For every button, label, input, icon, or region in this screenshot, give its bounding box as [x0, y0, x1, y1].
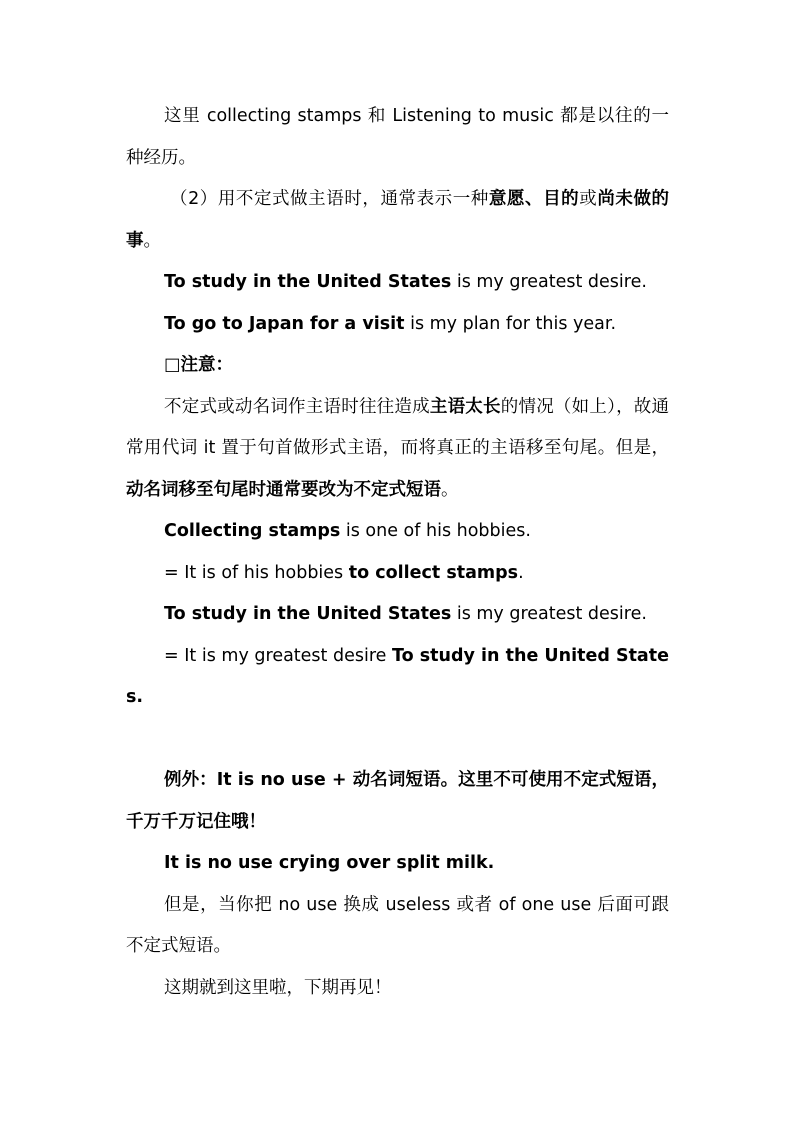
note-heading	[126, 345, 669, 387]
paragraph-gerund-experience	[126, 96, 669, 179]
bold-text: To study in the United States	[164, 604, 452, 624]
text: 。	[143, 230, 161, 251]
example-sentence	[126, 594, 669, 636]
blank-line	[126, 719, 669, 761]
bold-text: 主语太长	[429, 396, 501, 417]
example-sentence	[126, 553, 669, 595]
bold-text: □注意：	[164, 355, 234, 375]
example-sentence	[126, 511, 669, 553]
closing-line	[126, 968, 669, 1010]
text: 的情况（如上），故通常用代词 it 置于句首做形式主语，而将真正的主语移至句尾。但是，	[126, 396, 670, 458]
example-sentence	[126, 304, 669, 346]
text: 或	[579, 189, 598, 209]
text: 但是，当你把 no use 换成 useless 或者 of one use 后面可跟不定式短语。	[126, 894, 669, 956]
exception-note	[126, 760, 669, 843]
bold-text: to collect stamps	[348, 562, 519, 583]
bold-text: 例外：It is no use + 动名词短语。这里不可使用不定式短语，千万千万记住哦！	[126, 770, 669, 832]
example-sentence	[126, 636, 669, 719]
text: is my greatest desire.	[451, 604, 647, 624]
text: 这期就到这里啦，下期再见！	[164, 977, 392, 998]
paragraph-useless-note	[126, 885, 669, 968]
bold-text: 尚未做的事	[126, 189, 670, 251]
text: （2）用不定式做主语时，通常表示一种	[170, 189, 489, 209]
text: is one of his hobbies.	[340, 521, 531, 541]
example-sentence	[126, 843, 669, 885]
bold-text: To go to Japan for a visit	[164, 313, 405, 334]
text: 不定式或动名词作主语时往往造成	[164, 396, 430, 417]
document-page	[126, 96, 669, 1009]
bold-text: 动名词移至句尾时通常要改为不定式短语	[126, 479, 441, 500]
bold-text: 意愿、目的	[488, 189, 580, 209]
text: .	[518, 562, 524, 583]
paragraph-infinitive-rule	[126, 179, 669, 262]
bold-text: Collecting stamps	[164, 521, 341, 541]
paragraph-note-body	[126, 387, 669, 512]
text: 。	[441, 479, 459, 500]
bold-text: To study in the United States	[164, 272, 452, 292]
text: = It is my greatest desire	[164, 645, 393, 666]
example-sentence	[126, 262, 669, 304]
text: = It is of his hobbies	[164, 562, 349, 583]
bold-text: It is no use crying over split milk.	[164, 853, 495, 873]
text: 这里 collecting stamps 和 Listening to music 都是以往的一种经历。	[126, 106, 669, 168]
text: is my greatest desire.	[451, 272, 647, 292]
text: is my plan for this year.	[404, 313, 617, 334]
bold-text: To study in the United States.	[126, 645, 669, 707]
